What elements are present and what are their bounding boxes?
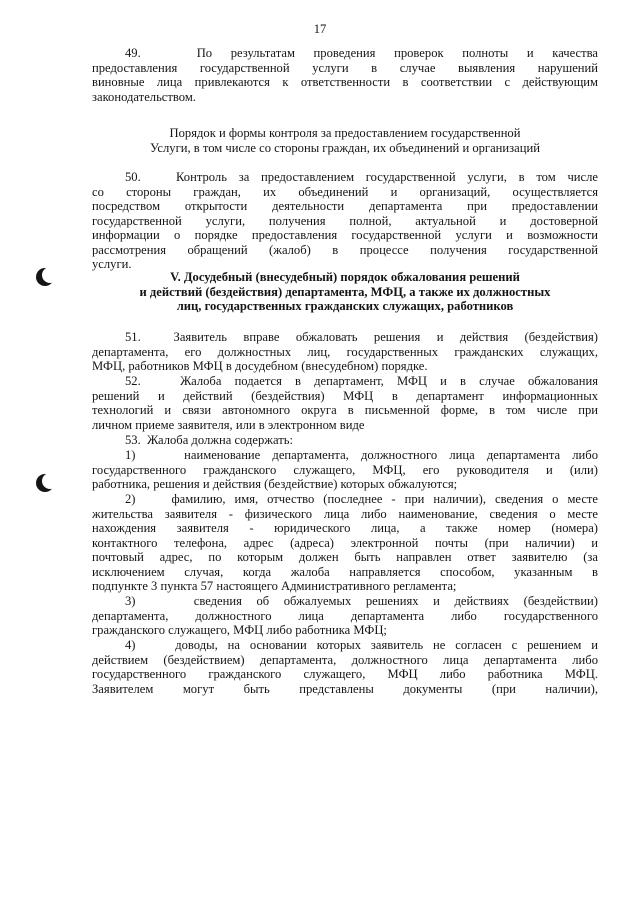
page-number: 17 [313,22,327,36]
paragraph-50 [92,170,598,272]
text-line: почтовый адрес, по которым должен быть направлен ответ заявителю (за [92,550,598,564]
heading-line: Порядок и формы контроля за предоставлением государственной [169,126,521,140]
text-line: нахождения заявителя - юридического лица, а также номер (номера) [92,521,598,535]
text-line: работника, решения и действия (бездействие) которых обжалуются; [92,477,458,491]
paragraph-49 [92,46,598,104]
text-line: со стороны граждан, их объединений и организаций, осуществляется [92,184,598,199]
text-line: 49. По результатам проведения проверок полноты и качества [125,46,598,60]
heading-control [92,126,598,155]
text-line: подпункте 3 пункта 57 настоящего Административного регламента; [92,579,457,593]
text-line: государственного гражданского служащего, МФЦ либо работника МФЦ. [92,667,598,681]
text-line: контактного телефона, адрес (адреса) электронной почты (при наличии) и [92,535,598,550]
heading-line: V. Досудебный (внесудебный) порядок обжалования решений [170,270,520,284]
text-line: исключением случая, когда жалоба направляется способом, указанным в [92,564,598,579]
paragraph-52 [92,374,598,432]
paragraph-53-item-2 [92,492,598,594]
text-line: 1) наименование департамента, должностного лица департамента либо [125,448,598,462]
heading-line: Услуги, в том числе со стороны граждан, их объединений и организаций [150,140,540,155]
text-line: 50. Контроль за предоставлением государственной услуги, в том числе [125,170,598,184]
text-line: информации о порядке предоставления государственной услуги и возможности [92,228,598,242]
text-line: действием (бездействием) департамента, должностного лица департамента либо [92,652,598,667]
text-line: государственного гражданского служащего, МФЦ, его руководителя и (или) [92,462,598,477]
paragraph-53-item-3 [92,594,598,638]
text-line: гражданского служащего, МФЦ либо работника МФЦ; [92,623,387,637]
text-line: 2) фамилию, имя, отчество (последнее - при наличии), сведения о месте [125,492,598,506]
text-line: Заявителем могут быть представлены документы (при наличии), [92,681,598,696]
text-line: МФЦ, работников МФЦ в досудебном (внесудебном) порядке. [92,359,428,373]
paragraph-53 [92,433,598,448]
text-line: 53. Жалоба должна содержать: [125,433,293,447]
heading-line: лиц, государственных гражданских служащих, работников [176,299,514,313]
text-line: жительства заявителя - физического лица либо наименование, сведения о месте [92,506,598,521]
text-line: 4) доводы, на основании которых заявитель не согласен с решением и [125,638,598,652]
paragraph-53-item-4 [92,638,598,696]
text-line: услуги. [92,257,132,271]
text-line: технологий и связи автономного округа в письменной форме, в том числе при [92,403,598,417]
text-line: 3) сведения об обжалуемых решениях и действиях (бездействии) [125,594,598,608]
text-line: 52. Жалоба подается в департамент, МФЦ и в случае обжалования [125,374,598,388]
paragraph-53-item-1 [92,448,598,492]
text-line: департамента, его должностных лиц, государственных гражданских служащих, [92,344,598,359]
heading-line: и действий (бездействия) департамента, МФЦ, а также их должностных [139,284,551,299]
text-line: виновные лица привлекаются к ответственности в соответствии с действующим [92,75,598,89]
heading-section-v [92,270,598,314]
text-line: законодательством. [92,89,196,104]
text-line: 51. Заявитель вправе обжаловать решения и действия (бездействия) [125,330,598,344]
text-line: личном приеме заявителя, или в электронном виде [92,417,365,432]
punch-hole-mark [36,474,54,492]
text-line: посредством открытости деятельности департамента при предоставлении [92,199,598,213]
text-line: государственной услуги, получения полной, актуальной и достоверной [92,213,598,228]
punch-hole-mark [36,268,54,286]
text-line: предоставления государственной услуги в случае выявления нарушений [92,60,598,75]
text-line: рассмотрения обращений (жалоб) в процессе получения государственной [92,242,598,257]
text-line: решений и действий (бездействия) МФЦ в департамент информационных [92,388,598,403]
text-line: департамента, должностного лица департамента либо государственного [92,608,598,623]
paragraph-51 [92,330,598,374]
